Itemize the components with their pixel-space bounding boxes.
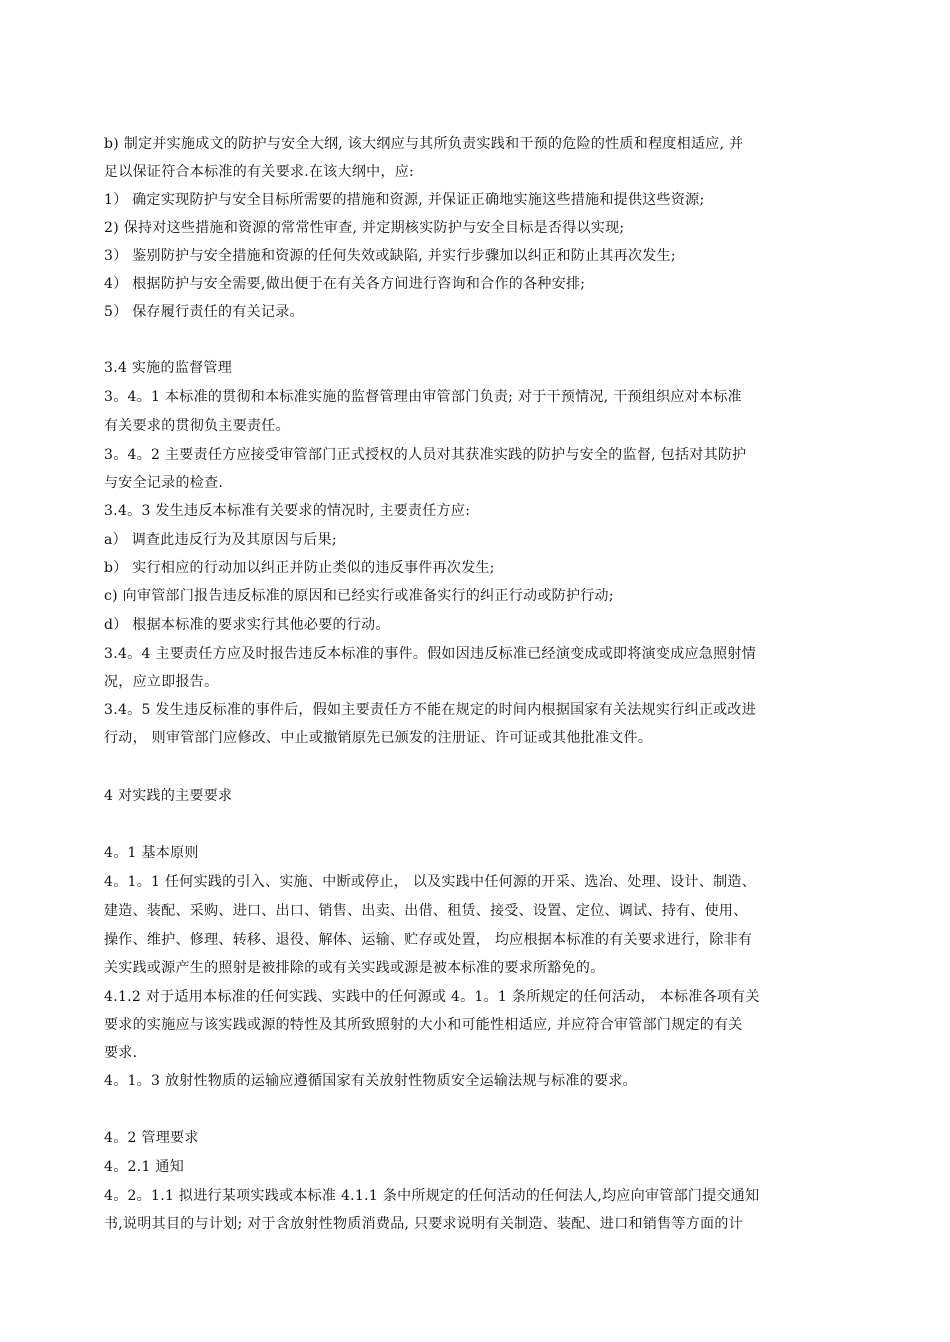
text-line: 书,说明其目的与计划; 对于含放射性物质消费品, 只要求说明有关制造、装配、进口和销售等方面的计: [104, 1216, 743, 1232]
text-line: 操作、维护、修理、转移、退役、解体、运输、贮存或处置， 均应根据本标准的有关要求进行，除非有: [104, 932, 753, 948]
text-line: 建造、装配、采购、进口、出口、销售、出卖、出借、租赁、接受、设置、定位、调试、持有、使用、: [104, 903, 748, 919]
text-line: 4） 根据防护与安全需要,做出便于在有关各方间进行咨询和合作的各种安排;: [104, 276, 586, 292]
text-line: 4。1。1 任何实践的引入、实施、中断或停止， 以及实践中任何源的开采、选冶、处理、设计、制造、: [104, 874, 757, 890]
text-line: 2) 保持对这些措施和资源的常常性审查, 并定期核实防护与安全目标是否得以实现;: [104, 220, 625, 236]
text-line: b) 制定并实施成文的防护与安全大纲, 该大纲应与其所负责实践和干预的危险的性质和程度相适应, 并: [104, 136, 744, 152]
text-line: d） 根据本标准的要求实行其他必要的行动。: [104, 617, 390, 633]
text-line: 足以保证符合本标准的有关要求.在该大纲中，应:: [104, 164, 415, 180]
section-heading: 4。1 基本原则: [104, 845, 199, 861]
text-line: b） 实行相应的行动加以纠正并防止类似的违反事件再次发生;: [104, 560, 495, 576]
text-line: 3。4。2 主要责任方应接受审管部门正式授权的人员对其获准实践的防护与安全的监督, 包括对其防护: [104, 447, 747, 463]
text-line: 3.4。5 发生违反标准的事件后，假如主要责任方不能在规定的时间内根据国家有关法规实行纠正或改进: [104, 702, 757, 718]
text-line: 行动， 则审管部门应修改、中止或撤销原先已颁发的注册证、许可证或其他批准文件。: [104, 730, 653, 746]
text-line: 3.4。3 发生违反本标准有关要求的情况时, 主要责任方应:: [104, 503, 471, 519]
text-line: 1） 确定实现防护与安全目标所需要的措施和资源, 并保证正确地实施这些措施和提供这些资源;: [104, 192, 705, 208]
text-line: 3。4。1 本标准的贯彻和本标准实施的监督管理由审管部门负责; 对于干预情况, 干预组织应对本标准: [104, 389, 742, 405]
text-line: 要求的实施应与该实践或源的特性及其所致照射的大小和可能性相适应, 并应符合审管部门规定的有关: [104, 1017, 743, 1033]
section-heading: 3.4 实施的监督管理: [104, 360, 233, 376]
text-line: 4.1.2 对于适用本标准的任何实践、实践中的任何源或 4。1。1 条所规定的任何活动， 本标准各项有关: [104, 989, 760, 1005]
text-line: 4。1。3 放射性物质的运输应遵循国家有关放射性物质安全运输法规与标准的要求。: [104, 1073, 637, 1089]
text-line: 与安全记录的检查.: [104, 475, 224, 491]
text-line: c) 向审管部门报告违反标准的原因和已经实行或准备实行的纠正行动或防护行动;: [104, 588, 614, 604]
text-line: 况，应立即报告。: [104, 674, 219, 690]
text-line: 有关要求的贯彻负主要责任。: [104, 418, 290, 434]
section-heading: 4。2.1 通知: [104, 1159, 185, 1175]
section-heading: 4。2 管理要求: [104, 1130, 199, 1146]
section-heading: 4 对实践的主要要求: [104, 788, 233, 804]
text-line: a） 调查此违反行为及其原因与后果;: [104, 532, 337, 548]
text-line: 3.4。4 主要责任方应及时报告违反本标准的事件。假如因违反标准已经演变成或即将演变成应急照射情: [104, 646, 757, 662]
text-line: 5） 保存履行责任的有关记录。: [104, 304, 304, 320]
text-line: 4。2。1.1 拟进行某项实践或本标准 4.1.1 条中所规定的任何活动的任何法人,均应向审管部门提交通知: [104, 1188, 760, 1204]
text-line: 关实践或源产生的照射是被排除的或有关实践或源是被本标准的要求所豁免的。: [104, 960, 605, 976]
text-line: 要求.: [104, 1045, 138, 1061]
text-line: 3） 鉴别防护与安全措施和资源的任何失效或缺陷, 并实行步骤加以纠正和防止其再次发生;: [104, 248, 676, 264]
